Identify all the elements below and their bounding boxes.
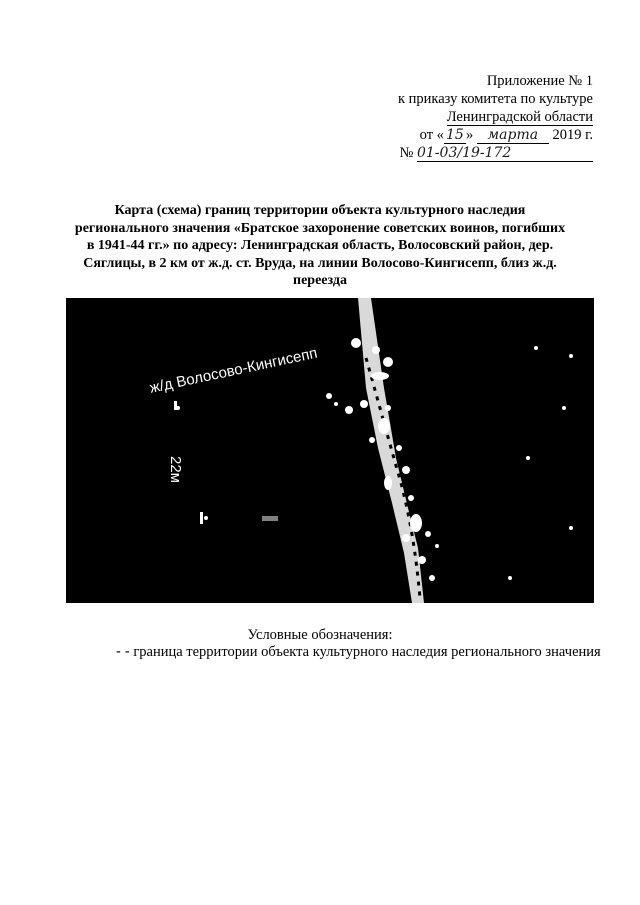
region-name: Ленинградской области: [446, 109, 593, 125]
order-reference: к приказу комитета по культуре: [397, 91, 593, 107]
order-number: № 01-03/19-172: [398, 144, 593, 162]
handwritten-month: марта: [477, 128, 549, 144]
legend-item-label: граница территории объекта культурного наследия регионального значения: [129, 644, 601, 660]
boundary-map: [66, 298, 594, 603]
legend-item-boundary: [116, 644, 601, 661]
railway-label: ж/д Волосово-Кингисепп: [148, 344, 319, 397]
distance-label: 22м: [167, 456, 184, 483]
handwritten-day: 15: [444, 128, 466, 144]
appendix-header: [398, 72, 593, 162]
appendix-number: Приложение № 1: [486, 73, 593, 89]
dashed-boundary-icon: - -: [116, 644, 130, 660]
document-title: Карта (схема) границ территории объекта культурного наследия регионального значения «Братское захоронение советских воинов, погибших в 1941-44 гг.» по адресу: Ленинградская область, Волосовский район, дер. Сяглицы, в 2 км от ж.д. ст. Вруда, на линии Волосово-Кингисепп, близ ж.д. переезда: [74, 203, 566, 288]
map-aerial-image: [66, 298, 594, 603]
legend-title: Условные обозначения:: [247, 627, 393, 643]
handwritten-number: 01-03/19-172: [417, 146, 593, 162]
order-date: от « 15 » марта 2019 г.: [419, 127, 593, 143]
